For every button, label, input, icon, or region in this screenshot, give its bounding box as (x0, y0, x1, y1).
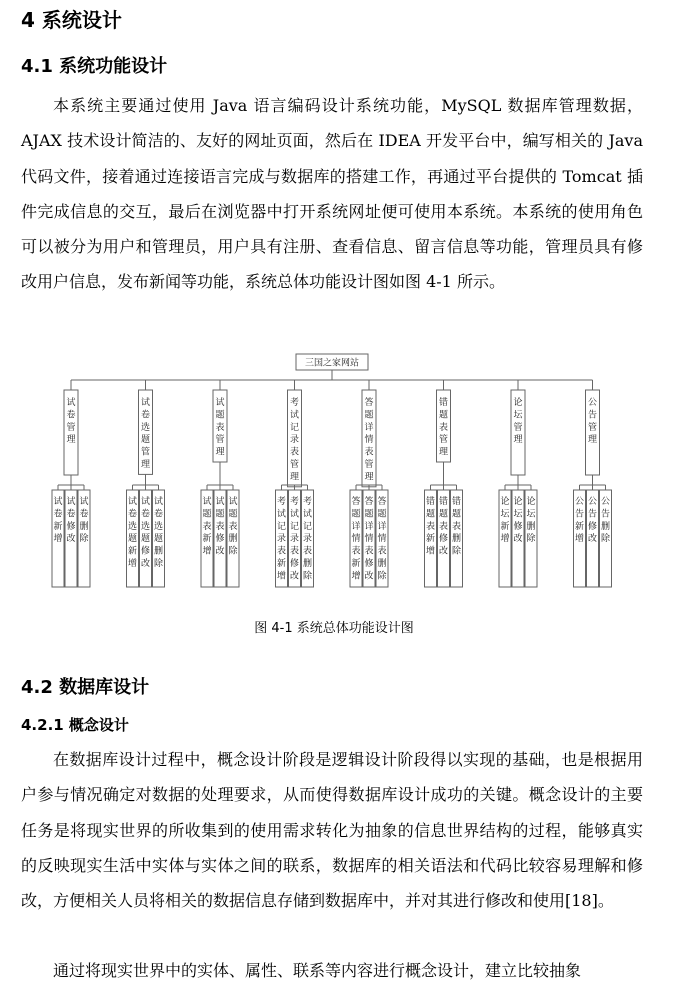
child-label-char: 增 (276, 571, 287, 582)
child-label-char: 公 (574, 497, 585, 507)
child-label-char: 新 (53, 521, 63, 532)
child-label-char: 坛 (513, 509, 523, 520)
child-label-char: 选 (127, 521, 138, 532)
module-label-char: 错 (438, 398, 449, 408)
concept-design-paragraph: 在数据库设计过程中，概念设计阶段是逻辑设计阶段得以实现的基础，也是根据用户参与情况确定对数据的处理要求，从而使得数据库设计成功的关键。概念设计的主要任务是将现实世界的所收集到的使用需求转化为抽象的信息世界结构的过程，能够真实的反映现实生活中实体与实体之间的联系，数据库的相关语法和代码比较容易理解和修改，方便相关人员将相关的数据信息存储到数据库中，并对其进行修改和使用[18]。 (21, 750, 643, 911)
module-label-char: 理 (66, 435, 76, 446)
child-label-char: 题 (228, 509, 238, 520)
child-label-char: 表 (377, 546, 387, 557)
module-label-char: 理 (513, 435, 523, 446)
child-label-char: 除 (600, 534, 611, 545)
module-label-char: 理 (140, 460, 151, 470)
child-label-char: 题 (127, 534, 138, 545)
section-title: 4 系统设计 (21, 8, 122, 32)
child-label-char: 增 (53, 534, 63, 545)
child-label-char: 答 (377, 497, 387, 507)
child-label-char: 试 (153, 497, 164, 507)
child-label-char: 新 (127, 546, 138, 557)
module-label-char: 卷 (66, 410, 76, 421)
module-label-char: 管 (215, 435, 225, 446)
child-label-char: 修 (438, 534, 449, 545)
child-label-char: 卷 (140, 509, 151, 520)
module-label-char: 公 (587, 398, 598, 408)
system-function-paragraph: 本系统主要通过使用 Java 语言编码设计系统功能，MySQL 数据库管理数据，AJAX 技术设计简洁的、友好的网址页面，然后在 IDEA 开发平台中，编写相关的 Java 代码文件，接着通过连接语言完成与数据库的搭建工作，再通过平台提供的 Tomcat 插件完成信息的交互，最后在浏览器中打开系统网址便可使用本系统。本系统的使用角色可以被分为用户和管理员，用户具有注册、查看信息、留言信息等功能，管理员具有修改用户信息，发布新闻等功能，系统总体功能设计图如图 4-1 所示。 (21, 96, 643, 292)
module-label-char: 试 (289, 410, 300, 421)
module-label-char: 管 (587, 422, 598, 433)
child-label-char: 选 (153, 521, 164, 532)
child-label-char: 表 (351, 546, 361, 557)
child-label-char: 情 (364, 534, 374, 545)
child-label-char: 除 (451, 546, 462, 557)
child-label-char: 试 (127, 497, 138, 507)
child-label-char: 卷 (53, 509, 63, 520)
child-label-char: 除 (302, 571, 313, 582)
child-label-char: 考 (289, 497, 300, 507)
concept-design-paragraph-continued: 通过将现实世界中的实体、属性、联系等内容进行概念设计，建立比较抽象 (53, 961, 582, 980)
child-label-char: 增 (351, 571, 361, 582)
child-label-char: 录 (302, 534, 313, 545)
child-label-char: 新 (351, 559, 361, 569)
child-label-char: 增 (202, 546, 212, 557)
module-label-char: 表 (364, 447, 374, 458)
child-label-char: 答 (351, 497, 361, 507)
child-label-char: 题 (202, 509, 212, 520)
child-label-char: 试 (276, 509, 287, 520)
child-label-char: 增 (425, 546, 436, 557)
child-label-char: 表 (302, 546, 313, 557)
subsubsection-title-concept-design: 4.2.1 概念设计 (21, 716, 129, 734)
child-label-char: 新 (276, 559, 287, 569)
module-label-char: 考 (289, 398, 300, 408)
child-label-char: 试 (228, 497, 238, 507)
child-label-char: 告 (574, 509, 585, 520)
module-label-char: 题 (140, 435, 151, 446)
child-label-char: 表 (451, 521, 462, 532)
child-label-char: 详 (351, 521, 361, 532)
child-label-char: 表 (364, 546, 374, 557)
module-label-char: 理 (587, 435, 598, 446)
child-label-char: 考 (302, 497, 313, 507)
child-label-char: 新 (574, 521, 585, 532)
module-label-char: 选 (140, 422, 151, 433)
child-label-char: 试 (79, 497, 89, 507)
system-function-diagram (0, 340, 698, 595)
child-label-char: 新 (425, 534, 436, 545)
child-label-char: 卷 (79, 509, 89, 520)
child-label-char: 详 (364, 521, 374, 532)
child-label-char: 修 (513, 521, 523, 532)
module-label-char: 试 (215, 398, 225, 408)
module-label-char: 管 (364, 460, 374, 470)
child-label-char: 选 (140, 521, 151, 532)
child-label-char: 改 (66, 534, 76, 545)
child-label-char: 删 (377, 559, 387, 569)
child-label-char: 试 (302, 509, 313, 520)
module-label-char: 管 (66, 422, 76, 433)
child-label-char: 除 (526, 534, 536, 545)
child-label-char: 新 (202, 534, 212, 545)
child-label-char: 记 (289, 521, 300, 532)
child-label-char: 题 (377, 509, 387, 520)
module-label-char: 答 (364, 398, 374, 408)
module-label-char: 坛 (513, 410, 523, 421)
module-label-char: 告 (587, 410, 598, 421)
child-label-char: 考 (276, 497, 287, 507)
child-label-char: 增 (127, 559, 138, 569)
child-label-char: 表 (289, 546, 300, 557)
child-label-char: 题 (351, 509, 361, 520)
child-label-char: 修 (215, 534, 225, 545)
child-label-char: 错 (451, 497, 462, 507)
module-label-char: 试 (66, 398, 76, 408)
child-label-char: 论 (513, 497, 523, 507)
child-label-char: 题 (438, 509, 449, 520)
module-label-char: 情 (364, 435, 374, 446)
module-label-char: 试 (140, 398, 151, 408)
child-label-char: 卷 (153, 509, 164, 520)
module-label-char: 记 (289, 422, 300, 433)
child-label-char: 表 (276, 546, 287, 557)
child-label-char: 公 (587, 497, 598, 507)
module-label-char: 理 (289, 472, 300, 483)
module-label-char: 表 (215, 422, 225, 433)
root-node-label: 三国之家网站 (304, 358, 360, 369)
child-label-char: 试 (66, 497, 76, 507)
child-label-char: 修 (289, 559, 300, 569)
child-label-char: 删 (228, 534, 238, 545)
child-label-char: 坛 (526, 509, 536, 520)
child-label-char: 除 (79, 534, 89, 545)
module-label-char: 卷 (140, 410, 151, 421)
child-label-char: 公 (600, 497, 611, 507)
child-label-char: 表 (202, 521, 212, 532)
child-label-char: 改 (438, 546, 449, 557)
child-label-char: 录 (289, 534, 300, 545)
child-label-char: 记 (302, 521, 313, 532)
child-label-char: 详 (377, 521, 387, 532)
child-label-char: 试 (215, 497, 225, 507)
child-label-char: 修 (66, 521, 76, 532)
child-label-char: 答 (364, 497, 374, 507)
child-label-char: 增 (574, 534, 585, 545)
module-label-char: 管 (140, 447, 151, 458)
child-label-char: 新 (500, 521, 510, 532)
child-label-char: 除 (377, 571, 387, 582)
child-label-char: 表 (425, 521, 436, 532)
child-label-char: 告 (600, 509, 611, 520)
child-label-char: 错 (425, 497, 436, 507)
child-label-char: 表 (438, 521, 449, 532)
module-label-char: 题 (364, 410, 374, 421)
module-label-char: 详 (364, 422, 374, 433)
child-label-char: 记 (276, 521, 287, 532)
child-label-char: 试 (140, 497, 151, 507)
child-label-char: 改 (587, 534, 598, 545)
child-label-char: 删 (79, 521, 89, 532)
child-label-char: 情 (351, 534, 361, 545)
child-label-char: 修 (140, 546, 151, 557)
child-label-char: 题 (451, 509, 462, 520)
child-label-char: 表 (228, 521, 238, 532)
module-label-char: 录 (289, 435, 300, 446)
child-label-char: 表 (215, 521, 225, 532)
module-label-char: 题 (215, 410, 225, 421)
module-label-char: 理 (364, 472, 374, 483)
child-label-char: 除 (228, 546, 238, 557)
child-label-char: 试 (289, 509, 300, 520)
child-label-char: 题 (140, 534, 151, 545)
child-label-char: 改 (289, 571, 300, 582)
child-label-char: 录 (276, 534, 287, 545)
child-label-char: 卷 (127, 509, 138, 520)
module-label-char: 理 (215, 447, 225, 458)
module-label-char: 表 (289, 447, 300, 458)
child-label-char: 题 (215, 509, 225, 520)
child-label-char: 删 (526, 521, 536, 532)
module-label-char: 表 (438, 422, 449, 433)
child-label-char: 告 (587, 509, 598, 520)
module-label-char: 题 (438, 410, 449, 421)
child-label-char: 题 (364, 509, 374, 520)
module-label-char: 管 (513, 422, 523, 433)
child-label-char: 增 (500, 534, 510, 545)
child-label-char: 删 (600, 521, 611, 532)
module-label-char: 管 (289, 460, 300, 470)
child-label-char: 删 (153, 546, 164, 557)
subsection-title-database-design: 4.2 数据库设计 (21, 677, 150, 698)
subsection-title-system-function: 4.1 系统功能设计 (21, 56, 168, 77)
module-label-char: 管 (438, 435, 449, 446)
child-label-char: 论 (526, 497, 536, 507)
child-label-char: 修 (364, 559, 374, 569)
module-label-char: 论 (513, 398, 523, 408)
child-label-char: 错 (438, 497, 449, 507)
child-label-char: 卷 (66, 509, 76, 520)
child-label-char: 删 (302, 559, 313, 569)
child-label-char: 试 (53, 497, 63, 507)
child-label-char: 情 (377, 534, 387, 545)
child-label-char: 改 (140, 559, 151, 569)
child-label-char: 坛 (500, 509, 510, 520)
child-label-char: 改 (513, 534, 523, 545)
child-label-char: 试 (202, 497, 212, 507)
child-label-char: 题 (425, 509, 436, 520)
child-label-char: 题 (153, 534, 164, 545)
child-label-char: 删 (451, 534, 462, 545)
module-label-char: 理 (438, 447, 449, 458)
child-label-char: 改 (215, 546, 225, 557)
child-label-char: 改 (364, 571, 374, 582)
child-label-char: 修 (587, 521, 598, 532)
child-label-char: 论 (500, 497, 510, 507)
figure-caption: 图 4-1 系统总体功能设计图 (254, 621, 414, 636)
child-label-char: 除 (153, 559, 164, 569)
